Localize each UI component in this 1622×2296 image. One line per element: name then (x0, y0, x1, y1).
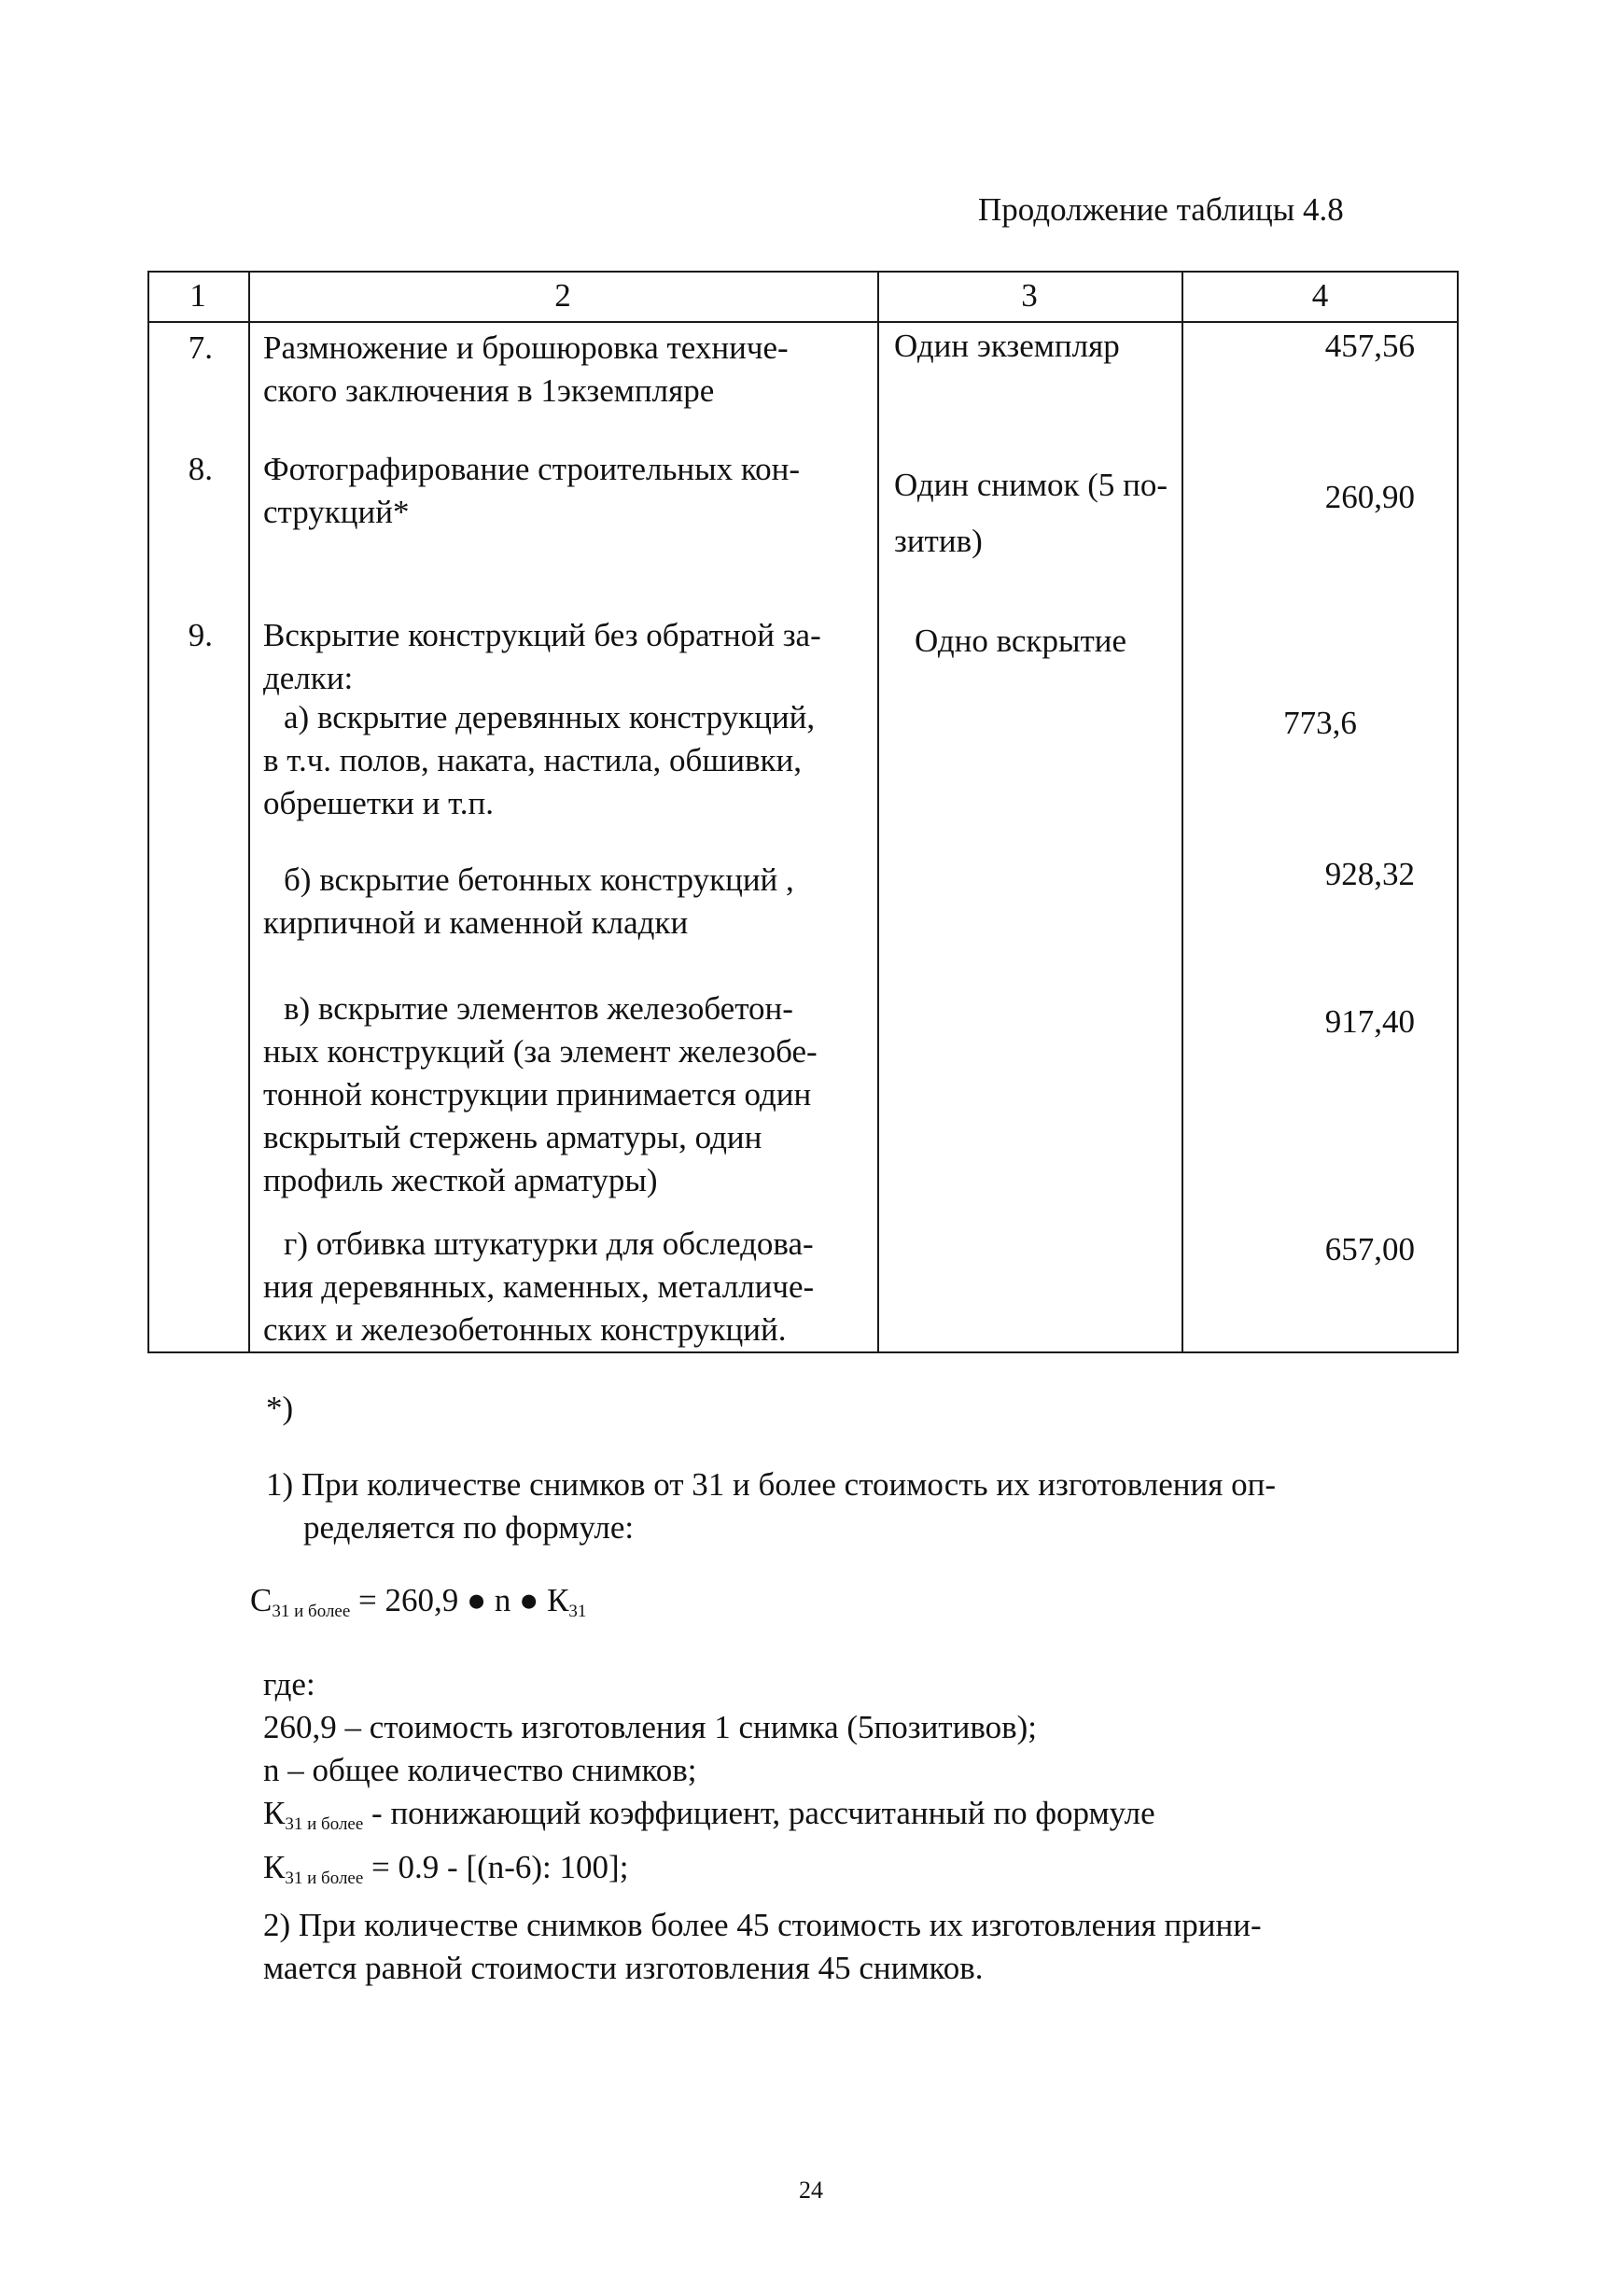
table-left-border (147, 271, 149, 1353)
header-bottom-border (147, 321, 1459, 323)
row-9b-description: б) вскрытие бетонных конструкций , кирпичной и каменной кладки (263, 861, 794, 941)
definitions (263, 1663, 1155, 1900)
row-8-unit: Один снимок (5 по- зитив) (894, 467, 1168, 559)
header-col-2: 2 (554, 277, 571, 314)
definition-1: 260,9 – стоимость изготовления 1 снимка (5позитивов); (263, 1709, 1038, 1745)
row-8-price: 260,90 (1324, 479, 1415, 515)
formula: $С_{31 и более} = 260,9$ ● n ● $К_{31}$ (250, 1582, 587, 1621)
header-col-1: 1 (189, 277, 206, 314)
row-9d-description: г) отбивка штукатурки для обследова- ния деревянных, каменных, металличе- ских и железобетонных конструкций. (263, 1225, 815, 1348)
row-7-number: 7. (188, 329, 213, 366)
note-2: 2) При количестве снимков более 45 стоимость их изготовления прини- мается равной стоимости изготовления 45 снимков. (263, 1907, 1262, 1986)
table-caption: Продолжение таблицы 4.8 (978, 191, 1344, 228)
note-1: 1) При количестве снимков от 31 и более стоимость их изготовления оп- ределяется по формуле: (266, 1466, 1276, 1546)
price-table (147, 271, 1459, 1353)
col-divider-3 (1182, 271, 1183, 1353)
row-9b-price: 928,32 (1324, 856, 1415, 892)
table-right-border (1457, 271, 1459, 1353)
row-7-price: 457,56 (1324, 328, 1415, 364)
row-7-unit: Один экземпляр (894, 328, 1120, 364)
row-8-description: Фотографирование строительных кон- струкций* (263, 451, 801, 530)
col-divider-1 (248, 271, 250, 1353)
definition-3: $К_{31 и более}$ - понижающий коэффициент, рассчитанный по формуле (263, 1795, 1155, 1834)
table-bottom-border (147, 1351, 1459, 1353)
row-9d-price: 657,00 (1324, 1231, 1415, 1267)
footnote-marker: *) (266, 1390, 294, 1426)
row-9a-price: 773,6 (1283, 705, 1357, 741)
where-label: где: (263, 1666, 315, 1702)
table-top-border (147, 271, 1459, 273)
row-9-description: Вскрытие конструкций без обратной за- делки: (263, 617, 821, 696)
header-col-3: 3 (1021, 277, 1038, 314)
row-8-number: 8. (188, 451, 213, 487)
header-col-4: 4 (1311, 277, 1329, 314)
row-9c-price: 917,40 (1324, 1003, 1415, 1040)
row-9-number: 9. (188, 617, 213, 653)
col-divider-2 (877, 271, 879, 1353)
row-9a-description: а) вскрытие деревянных конструкций, в т.ч. полов, наката, настила, обшивки, обрешетки и т.п. (263, 699, 816, 821)
row-7-description: Размножение и брошюровка техниче- ского заключения в 1экземпляре (263, 329, 789, 409)
row-9c-description: в) вскрытие элементов железобетон- ных конструкций (за элемент железобе- тонной конструкции принимается один вскрытый стержень арматуры, один профиль жесткой арматуры) (263, 990, 818, 1198)
definition-4: $К_{31 и более} = 0.9 - [(n-6)$: 100]; (263, 1849, 629, 1888)
row-9-unit: Одно вскрытие (915, 623, 1127, 659)
definition-2: n – общее количество снимков; (263, 1752, 697, 1788)
page-number: 24 (799, 2177, 823, 2204)
